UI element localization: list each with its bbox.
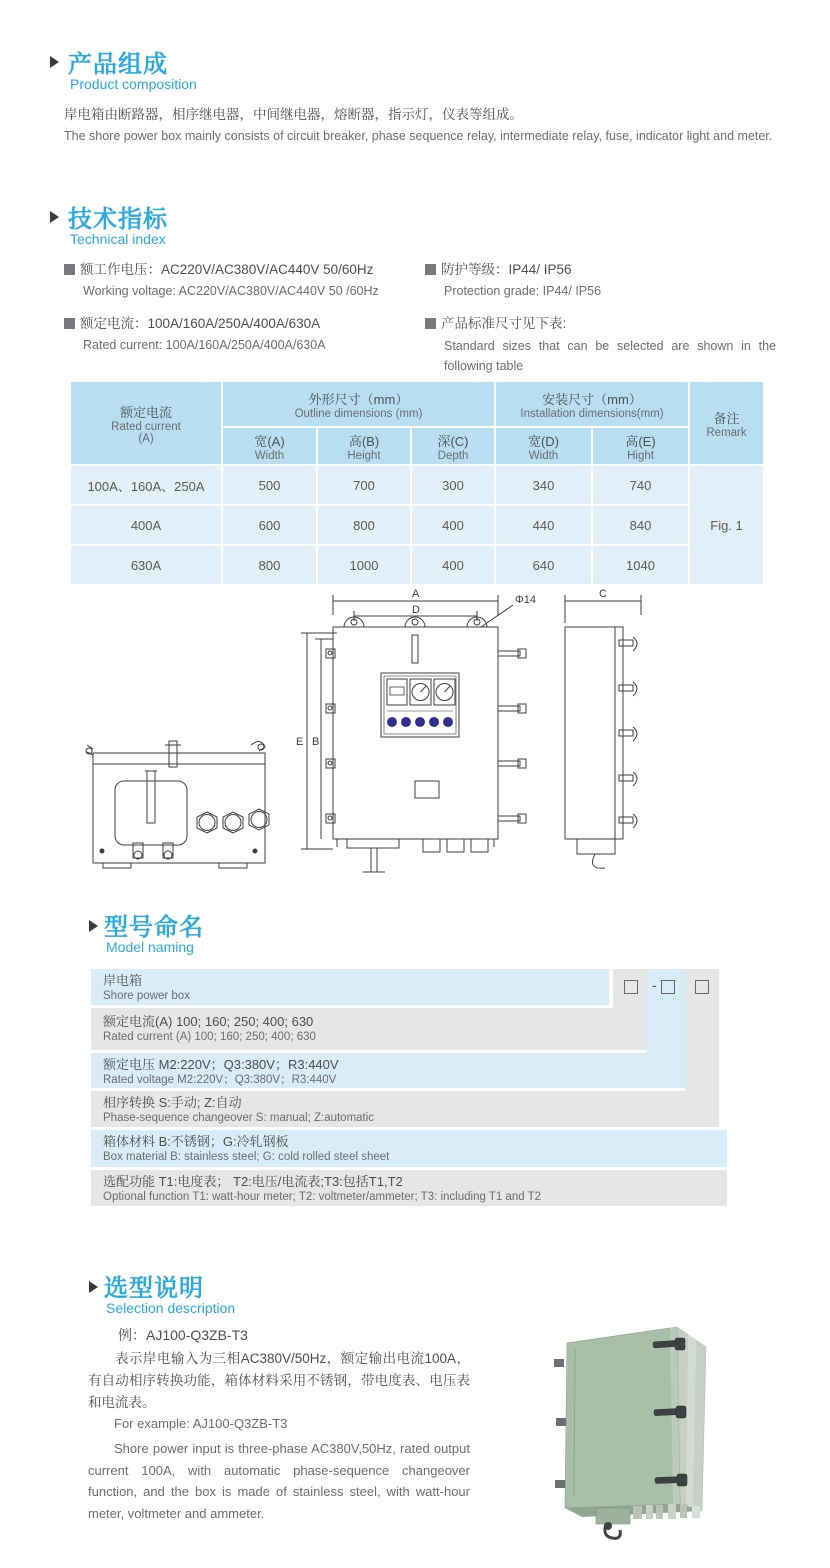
selection-title-cn: 选型说明: [104, 1275, 204, 1302]
composition-title-en: Product composition: [70, 76, 197, 92]
cell-value: 800: [318, 506, 410, 544]
header-width-a: 宽(A) Width: [223, 428, 316, 464]
hole-label-phi14: Φ14: [515, 594, 537, 606]
spec-protection-cn: 防护等级：IP44/ IP56: [425, 258, 572, 278]
square-bullet-icon: [425, 318, 436, 329]
table-row: [71, 546, 763, 584]
spec-protection-en: Protection grade: IP44/ IP56: [444, 284, 602, 298]
selection-body-cn: 表示岸电输入为三相AC380V/50Hz，额定输出电流100A，有自动相序转换功能，箱体材料采用不锈钢，带电度表、电压表和电流表。: [88, 1351, 470, 1410]
cell-value: 500: [223, 466, 316, 504]
technical-title-cn: 技术指标: [68, 206, 168, 233]
header-rated-current: 额定电流 Rated current (A): [71, 382, 221, 464]
cell-value: 800: [223, 546, 316, 584]
header-width-d: 宽(D) Width: [496, 428, 591, 464]
selection-example-en: For example: AJ100-Q3ZB-T3: [114, 1416, 288, 1431]
technical-title-en: Technical index: [70, 231, 166, 247]
cell-current: 630A: [71, 546, 221, 584]
model-naming-title-cn: 型号命名: [104, 914, 204, 941]
square-bullet-icon: [425, 264, 436, 275]
model-row-shore-power-box: 岸电箱 Shore power box: [91, 969, 609, 1005]
cell-value: 700: [318, 466, 410, 504]
cell-value: 1000: [318, 546, 410, 584]
cell-value: 600: [223, 506, 316, 544]
selection-example-cn: 例：AJ100-Q3ZB-T3: [118, 1327, 248, 1343]
selection-body-en: Shore power input is three-phase AC380V,50Hz, rated output current 100A, with automatic phase-sequence changeover function, and the box is made of stainless steel, with watt-hour meter, voltmeter and ammeter.: [88, 1441, 470, 1521]
section-arrow-icon: [50, 210, 59, 228]
code-box-icon: [661, 980, 675, 999]
cell-value: 340: [496, 466, 591, 504]
model-row-phase-sequence: 相序转换 S:手动; Z:自动 Phase-sequence changeover S: manual; Z:automatic: [91, 1091, 719, 1127]
table-row: [71, 506, 763, 544]
square-bullet-icon: [64, 264, 75, 275]
selection-title-en: Selection description: [106, 1300, 236, 1316]
header-hight-e: 高(E) Hight: [593, 428, 688, 464]
cell-value: 400: [412, 506, 494, 544]
size-table: [69, 380, 765, 586]
cell-value: 400: [412, 546, 494, 584]
header-remark: 备注 Remark: [690, 382, 763, 464]
cell-value: 300: [412, 466, 494, 504]
header-depth-c: 深(C) Depth: [412, 428, 494, 464]
code-box-icon: [695, 980, 709, 999]
header-height-b: 高(B) Height: [318, 428, 410, 464]
composition-body-cn: 岸电箱由断路器，相序继电器，中间继电器，熔断器，指示灯，仪表等组成。: [64, 107, 523, 122]
cell-current: 400A: [71, 506, 221, 544]
dim-label-b: B: [312, 736, 320, 748]
cell-value: 740: [593, 466, 688, 504]
section-arrow-icon: [89, 919, 98, 937]
spec-standard-size-cn: 产品标准尺寸见下表:: [425, 312, 566, 332]
product-photo: [520, 1290, 810, 1568]
code-box-icon: [624, 980, 638, 999]
model-naming-title-en: Model naming: [106, 939, 194, 955]
spec-working-voltage-en: Working voltage: AC220V/AC380V/AC440V 50 /60Hz: [83, 284, 379, 298]
model-row-rated-voltage: 额定电压 M2:220V；Q3:380V；R3:440V Rated voltage M2:220V；Q3:380V；R3:440V: [91, 1053, 685, 1088]
model-row-box-material: 箱体材料 B:不锈钢；G:冷轧钢板 Box material B: stainless steel; G: cold rolled steel sheet: [91, 1130, 727, 1167]
spec-rated-current-en: Rated current: 100A/160A/250A/400A/630A: [83, 338, 326, 352]
composition-body-en: The shore power box mainly consists of circuit breaker, phase sequence relay, intermediate relay, fuse, indicator light and meter.: [64, 129, 773, 143]
cell-value: 640: [496, 546, 591, 584]
dim-label-d: D: [412, 604, 420, 616]
cell-value: 1040: [593, 546, 688, 584]
model-row-optional-function: 选配功能 T1:电度表； T2:电压/电流表;T3:包括T1,T2 Optional function T1: watt-hour meter; T2: voltmeter/ammeter; T3: including T1 and T2: [91, 1170, 727, 1206]
cell-remark: Fig. 1: [690, 466, 763, 584]
section-arrow-icon: [50, 55, 59, 73]
table-row: [71, 466, 763, 504]
cell-value: 840: [593, 506, 688, 544]
header-outline-dimensions: 外形尺寸（mm） Outline dimensions (mm): [223, 382, 494, 426]
model-row-rated-current: 额定电流(A) 100; 160; 250; 400; 630 Rated current (A) 100; 160; 250; 400; 630: [91, 1008, 647, 1050]
section-arrow-icon: [89, 1280, 98, 1298]
square-bullet-icon: [64, 318, 75, 329]
spec-standard-size-en: Standard sizes that can be selected are shown in the following table: [444, 339, 776, 373]
cell-current: 100A、160A、250A: [71, 466, 221, 504]
spec-rated-current-cn: 额定电流：100A/160A/250A/400A/630A: [64, 312, 320, 332]
code-dash: -: [652, 977, 657, 993]
dim-label-a: A: [412, 588, 420, 600]
cell-value: 440: [496, 506, 591, 544]
technical-drawing: [85, 585, 685, 885]
dim-label-c: C: [599, 588, 607, 600]
dim-label-e: E: [296, 736, 304, 748]
header-installation-dimensions: 安装尺寸（mm） Installation dimensions(mm): [496, 382, 688, 426]
spec-working-voltage-cn: 额工作电压：AC220V/AC380V/AC440V 50/60Hz: [64, 258, 373, 278]
model-naming-diagram: [91, 969, 731, 1209]
composition-title-cn: 产品组成: [68, 51, 168, 78]
